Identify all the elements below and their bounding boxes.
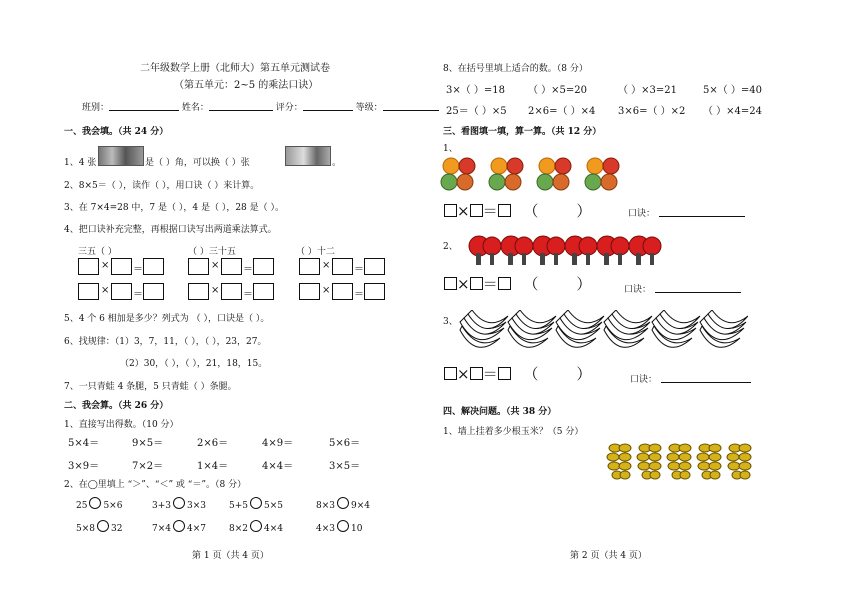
fill-item: （ ）×5=20 (528, 85, 588, 96)
answer-box[interactable] (78, 283, 99, 300)
calc-item: 5×6＝ (329, 438, 361, 449)
q5-text: 5、4 个 6 相加是多少？列式为 （ ），口诀是（ ）。 (64, 314, 270, 324)
s3-item3-number: 3、 (443, 317, 458, 327)
answer-box[interactable] (143, 283, 164, 300)
times-sign: × (101, 285, 110, 296)
compare-item: 5×8 32 (76, 520, 122, 534)
s3-item1-number: 1、 (443, 144, 458, 154)
q1-text: 是（ ）角，可以换（ ）张 (145, 158, 250, 168)
compare-circle[interactable] (89, 497, 101, 509)
compare-circle[interactable] (250, 497, 262, 509)
q6a-text: 6、找规律：（1）3，7，11，（ ），（ ），23，27。 (64, 337, 267, 347)
calc-item: 4×4＝ (262, 461, 294, 472)
answer-box[interactable] (221, 258, 242, 275)
fill-item: 5×（ ）=40 (703, 85, 763, 96)
s2-q1-text: 1、直接写出得数。（10 分） (64, 420, 179, 430)
answer-box[interactable] (143, 258, 164, 275)
equals-sign: ＝ (133, 289, 143, 300)
compare-item: 25 5×6 (76, 497, 122, 511)
q3-text: 3、在 7×4=28 中，7 是（ ），4 是（ ），28 是（ ）。 (64, 203, 285, 213)
answer-box[interactable] (444, 367, 457, 380)
fill-item: （ ）×3=21 (618, 85, 678, 96)
compare-circle[interactable] (173, 497, 185, 509)
calc-item: 3×5＝ (329, 461, 361, 472)
answer-box[interactable] (332, 283, 353, 300)
answer-box[interactable] (188, 283, 209, 300)
answer-box[interactable] (253, 283, 274, 300)
score-label: 评分： (275, 103, 303, 113)
exam-subtitle: （第五单元：2~5 的乘法口诀） (174, 80, 319, 91)
calc-item: 2×6＝ (197, 438, 229, 449)
section3-heading: 三、看图填一填，算一算。（共 12 分） (443, 127, 602, 137)
answer-box[interactable] (470, 277, 483, 290)
times-sign: × (322, 285, 331, 296)
compare-circle[interactable] (173, 520, 185, 532)
calc-item: 3×9＝ (68, 461, 100, 472)
times-sign: × (211, 260, 220, 271)
class-field[interactable] (109, 110, 179, 111)
answer-box[interactable] (498, 277, 511, 290)
q7-text: 7、一只青蛙 4 条腿，5 只青蛙（ ）条腿。 (64, 382, 237, 392)
q8-text: 8、在括号里填上适合的数。（8 分） (443, 64, 588, 74)
equation-row: × ＝ （ ） (444, 200, 591, 221)
answer-box[interactable] (470, 204, 483, 217)
compare-circle[interactable] (250, 520, 262, 532)
equals-sign: ＝ (354, 289, 364, 300)
section1-heading: 一、我会填。（共 24 分） (64, 127, 169, 137)
s3-item2-number: 2、 (443, 242, 458, 252)
compare-circle[interactable] (337, 520, 349, 532)
paddle-picture (468, 235, 664, 271)
answer-box[interactable] (221, 283, 242, 300)
answer-box[interactable] (299, 258, 320, 275)
fill-item: 2×6=（ ）×4 (528, 106, 596, 117)
times-sign: × (211, 285, 220, 296)
answer-box[interactable] (78, 258, 99, 275)
compare-item: 8×2 4×4 (229, 520, 283, 534)
koujue-2: 口诀： (624, 282, 741, 295)
exam-title: 二年级数学上册（北师大）第五单元测试卷 (140, 63, 330, 74)
compare-circle[interactable] (97, 520, 109, 532)
fill-item: 3×6=（ ）×2 (618, 106, 686, 117)
banknote-icon (98, 146, 144, 166)
q4-text: 4、把口诀补充完整，再根据口诀写出两道乘法算式。 (64, 225, 277, 235)
s4-q1-text: 1、墙上挂着多少根玉米？（5 分） (443, 427, 584, 437)
fill-item: 25＝（ ）×5 (446, 106, 507, 117)
fruit-picture (440, 154, 620, 194)
compare-item: 7×4 4×7 (152, 520, 206, 534)
banknote-icon (285, 146, 331, 166)
answer-box[interactable] (111, 283, 132, 300)
calc-item: 9×5＝ (132, 438, 164, 449)
equals-sign: ＝ (133, 264, 143, 275)
compare-item: 5+5 5×5 (229, 497, 283, 511)
answer-box[interactable] (444, 204, 457, 217)
calc-item: 7×2＝ (132, 461, 164, 472)
grade-label: 等级： (355, 103, 383, 113)
equation-row: × ＝ （ ） (444, 363, 591, 384)
q2-text: 2、8×5＝（ ），读作（ ），用口诀（ ）来计算。 (64, 181, 260, 191)
name-field[interactable] (209, 110, 273, 111)
answer-box[interactable] (498, 367, 511, 380)
calc-item: 1×4＝ (197, 461, 229, 472)
q4-label-1: 三五（ ） (78, 247, 117, 257)
answer-box[interactable] (470, 367, 483, 380)
compare-item: 3+3 3×3 (152, 497, 206, 511)
answer-box[interactable] (253, 258, 274, 275)
name-label: 姓名： (181, 103, 209, 113)
compare-circle[interactable] (337, 497, 349, 509)
s2-q2-text: 2、在◯里填上 “＞”、“＜” 或 “＝”。（8 分） (64, 480, 247, 490)
times-sign: × (322, 260, 331, 271)
koujue-field[interactable] (661, 382, 751, 383)
fill-item: 3×（ ）=18 (446, 85, 506, 96)
calc-item: 5×4＝ (68, 438, 100, 449)
equation-row: × ＝ （ ） (444, 273, 591, 294)
fill-item: （ ）×4=24 (703, 106, 763, 117)
answer-box[interactable] (332, 258, 353, 275)
compare-item: 8×3 9×4 (316, 497, 370, 511)
equals-sign: ＝ (243, 264, 253, 275)
equals-sign: ＝ (243, 289, 253, 300)
koujue-3: 口诀： (630, 372, 751, 385)
q1-prefix: 1、4 张 (64, 158, 97, 168)
answer-box[interactable] (364, 283, 385, 300)
banana-picture (458, 310, 748, 358)
info-row (82, 100, 439, 113)
page-footer-right: 第 2 页（共 4 页） (570, 551, 647, 561)
answer-box[interactable] (444, 277, 457, 290)
q1-end: 。 (332, 158, 342, 168)
class-label: 班别： (82, 103, 110, 113)
koujue-1: 口诀： (628, 206, 745, 219)
grade-field[interactable] (383, 110, 439, 111)
equals-sign: ＝ (354, 264, 364, 275)
answer-box[interactable] (188, 258, 209, 275)
score-field[interactable] (303, 110, 353, 111)
answer-box[interactable] (111, 258, 132, 275)
section2-heading: 二、我会算。（共 26 分） (64, 401, 169, 411)
koujue-field[interactable] (659, 216, 745, 217)
koujue-field[interactable] (655, 292, 741, 293)
answer-box[interactable] (364, 258, 385, 275)
q4-label-2: （ ）三十五 (188, 247, 236, 257)
compare-item: 4×3 10 (316, 520, 362, 534)
calc-item: 4×9＝ (262, 438, 294, 449)
answer-box[interactable] (498, 204, 511, 217)
section4-heading: 四、解决问题。（共 38 分） (443, 407, 557, 417)
page-footer-left: 第 1 页（共 4 页） (192, 551, 269, 561)
corn-picture (604, 438, 764, 484)
times-sign: × (101, 260, 110, 271)
answer-box[interactable] (299, 283, 320, 300)
q4-label-3: （ ）十二 (296, 247, 335, 257)
q6b-text: （2）30，（ ），（ ），21，18，15。 (120, 359, 268, 369)
